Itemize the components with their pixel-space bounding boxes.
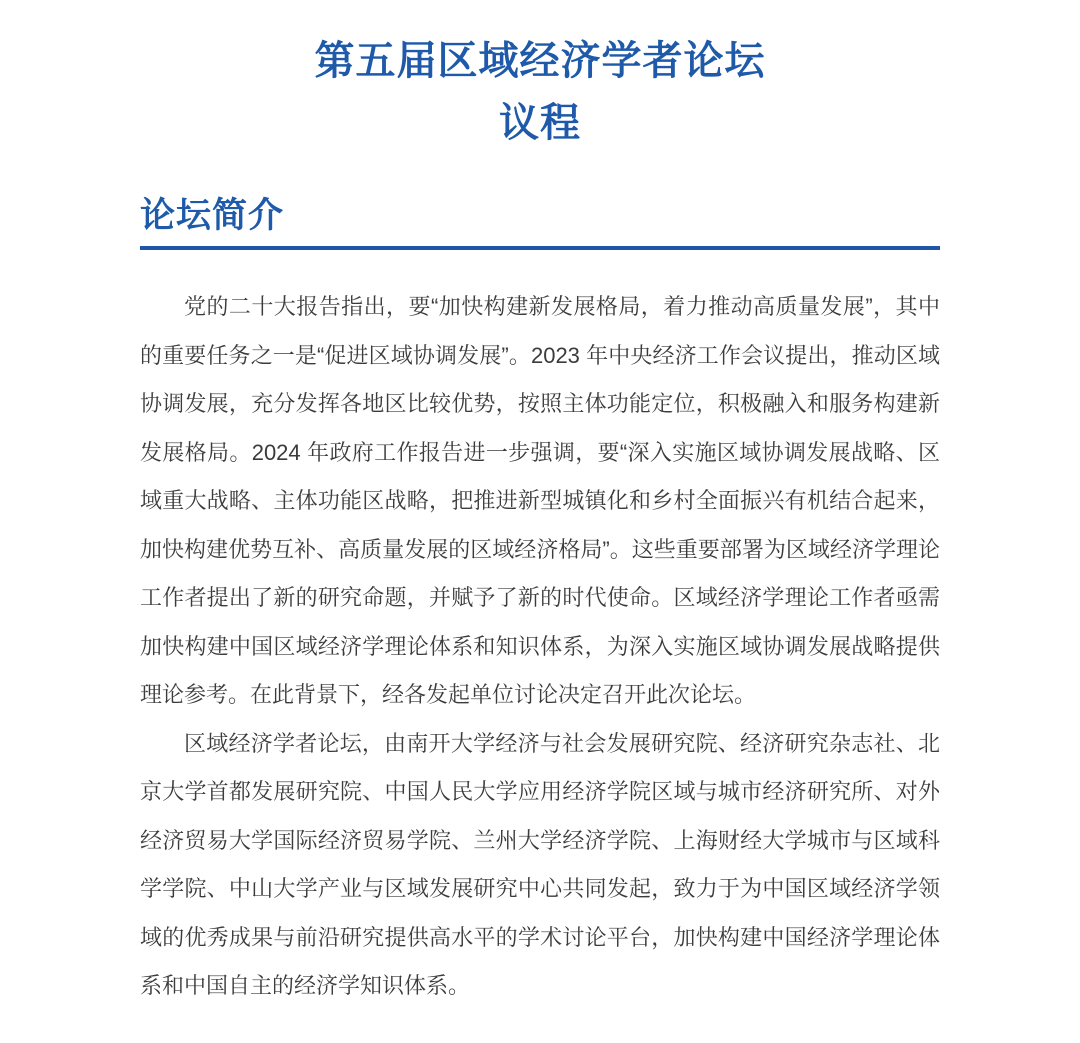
document-page [0,30,1080,1043]
document-title-line2: 议程 [499,101,581,145]
section-divider-rule [140,246,940,250]
section-body [140,283,940,1011]
document-title-line1: 第五届区域经济学者论坛 [314,39,766,83]
intro-paragraph-1: 党的二十大报告指出，要“加快构建新发展格局，着力推动高质量发展”，其中的重要任务之一是“促进区域协调发展”。2023 年中央经济工作会议提出，推动区域协调发展，充分发挥各地区比较优势，按照主体功能定位，积极融入和服务构建新发展格局。2024 年政府工作报告进一步强调，要“深入实施区域协调发展战略、区域重大战略、主体功能区战略，把推进新型城镇化和乡村全面振兴有机结合起来，加快构建优势互补、高质量发展的区域经济格局”。这些重要部署为区域经济学理论工作者提出了新的研究命题，并赋予了新的时代使命。区域经济学理论工作者亟需加快构建中国区域经济学理论体系和知识体系，为深入实施区域协调发展战略提供理论参考。在此背景下，经各发起单位讨论决定召开此次论坛。 [140,294,940,707]
intro-paragraph-2: 区域经济学者论坛，由南开大学经济与社会发展研究院、经济研究杂志社、北京大学首都发展研究院、中国人民大学应用经济学院区域与城市经济研究所、对外经济贸易大学国际经济贸易学院、兰州大学经济学院、上海财经大学城市与区域科学学院、中山大学产业与区域发展研究中心共同发起，致力于为中国区域经济学领域的优秀成果与前沿研究提供高水平的学术讨论平台，加快构建中国经济学理论体系和中国自主的经济学知识体系。 [140,730,940,998]
section-heading-forum-intro: 论坛简介 [140,196,285,235]
document-title [140,30,940,154]
